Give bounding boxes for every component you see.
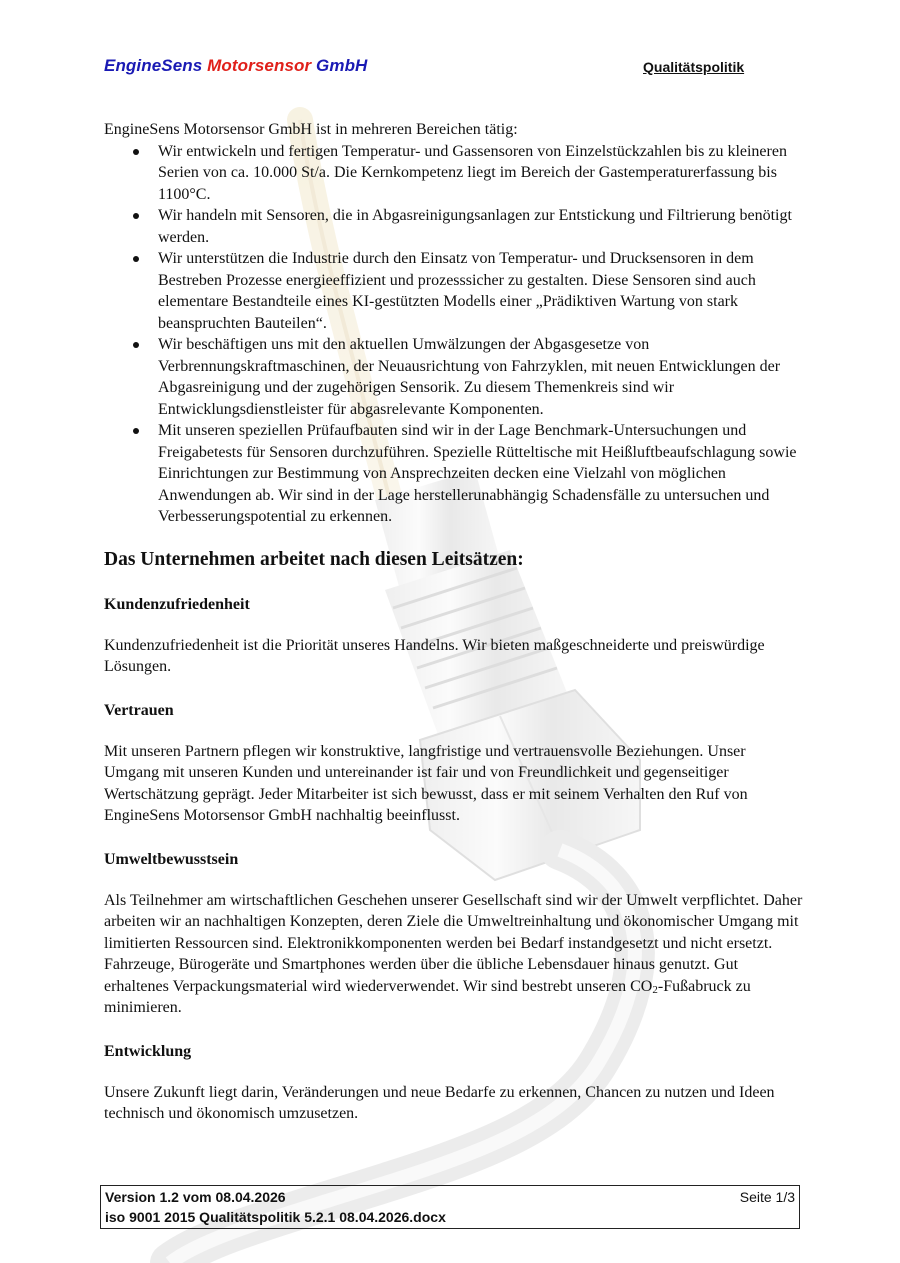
section-text-umweltbewusstsein [104,890,804,1019]
activities-list [104,141,804,528]
list-item-text: Mit unseren speziellen Prüfaufbauten sind wir in der Lage Benchmark-Untersuchungen und Freigabetests für Sensoren durchzuführen. Spezielle Rütteltische mit Heißluftbeaufschlagung sowie Einrichtungen zur Bestimmung von Ansprechzeiten decken eine Vielzahl von möglichen Anwendungen ab. Wir sind in der Lage herstellerunabhängig Schadensfälle zu untersuchen und Verbesserungspotential zu erkennen. [158,422,797,525]
section-text-vertrauen: Mit unseren Partnern pflegen wir konstruktive, langfristige und vertrauensvolle Beziehungen. Unser Umgang mit unseren Kunden und untereinander ist fair und von Freundlichkeit und gegenseitiger Wertschätzung geprägt. Jeder Mitarbeiter ist sich bewusst, dass er mit seinem Verhalten den Ruf von EngineSens Motorsensor GmbH nachhaltig beeinflusst. [104,742,748,824]
list-item-text: Wir beschäftigen uns mit den aktuellen Umwälzungen der Abgasgesetze von Verbrennungskraftmaschinen, der Neuausrichtung von Fahrzyklen, mit neuen Entwicklungen der Abgasreinigung und der zugehörigen Sensorik. Zu diesem Themenkreis sind wir Entwicklungsdienstleister für abgasrelevante Komponenten. [158,336,781,418]
list-item [158,420,804,528]
principles-heading: Das Unternehmen arbeitet nach diesen Leitsätzen: [104,548,524,570]
list-item [158,205,804,248]
umwelt-text-end: -Fußabruck zu minimieren. [104,977,751,1016]
intro-paragraph: EngineSens Motorsensor GmbH ist in mehreren Bereichen tätig: [104,121,518,138]
bullet-icon [133,149,139,155]
bullet-icon [133,213,139,219]
document-title-header: Qualitätspolitik [643,59,745,75]
company-name-header [104,56,367,76]
page-footer [100,1185,800,1229]
section-text-kundenzufriedenheit: Kundenzufriedenheit ist die Priorität unseres Handelns. Wir bieten maßgeschneiderte und preiswürdige Lösungen. [104,636,765,675]
list-item-text: Wir entwickeln und fertigen Temperatur- und Gassensoren von Einzelstückzahlen bis zu kleineren Serien von ca. 10.000 St/a. Die Kernkompetenz liegt im Bereich der Gastemperaturerfassung bis 1100°C. [158,142,787,203]
section-heading-vertrauen: Vertrauen [104,701,174,719]
footer-page-number: Seite 1/3 [739,1189,795,1205]
footer-filename: iso 9001 2015 Qualitätspolitik 5.2.1 08.04.2026.docx [105,1209,446,1225]
bullet-icon [133,256,139,262]
list-item [158,334,804,420]
bullet-icon [133,342,139,348]
company-name-part-gmbh: GmbH [316,56,368,75]
bullet-icon [133,428,139,434]
section-text-entwicklung: Unsere Zukunft liegt darin, Veränderungen und neue Bedarfe zu erkennen, Chancen zu nutzen und Ideen technisch und ökonomisch umzusetzen. [104,1083,775,1122]
document-body [104,119,804,1125]
co2-subscript: 2 [652,983,658,996]
footer-version: Version 1.2 vom 08.04.2026 [105,1189,286,1205]
list-item [158,248,804,334]
list-item-text: Wir unterstützen die Industrie durch den Einsatz von Temperatur- und Drucksensoren in dem Bestreben Prozesse energieeffizient und prozesssicher zu gestalten. Diese Sensoren sind auch elementare Bestandteile eines KI-gestützten Modells einer „Prädiktiven Wartung von stark beanspruchten Bauteilen“. [158,250,756,332]
section-heading-umweltbewusstsein: Umweltbewusstsein [104,850,239,868]
company-name-part-enginesens: EngineSens [104,56,203,75]
section-heading-entwicklung: Entwicklung [104,1042,192,1060]
list-item-text: Wir handeln mit Sensoren, die in Abgasreinigungsanlagen zur Entstickung und Filtrierung benötigt werden. [158,207,792,246]
company-name-part-motorsensor: Motorsensor [207,56,312,75]
list-item [158,141,804,206]
umwelt-text-main: Als Teilnehmer am wirtschaftlichen Geschehen unserer Gesellschaft sind wir der Umwelt verpflichtet. Daher arbeiten wir an nachhaltigen Konzepten, deren Ziele die Umweltreinhaltung und ökonomischer Umgang mit limitierten Ressourcen sind. Elektronikkomponenten werden bei Bedarf instandgesetzt und nicht ersetzt. Fahrzeuge, Bürogeräte und Smartphones werden über die übliche Lebensdauer hinaus genutzt. Gut erhaltenes Verpackungsmaterial wird wiederverwendet. Wir sind bestrebt unseren CO [104,891,803,995]
section-heading-kundenzufriedenheit: Kundenzufriedenheit [104,595,250,613]
